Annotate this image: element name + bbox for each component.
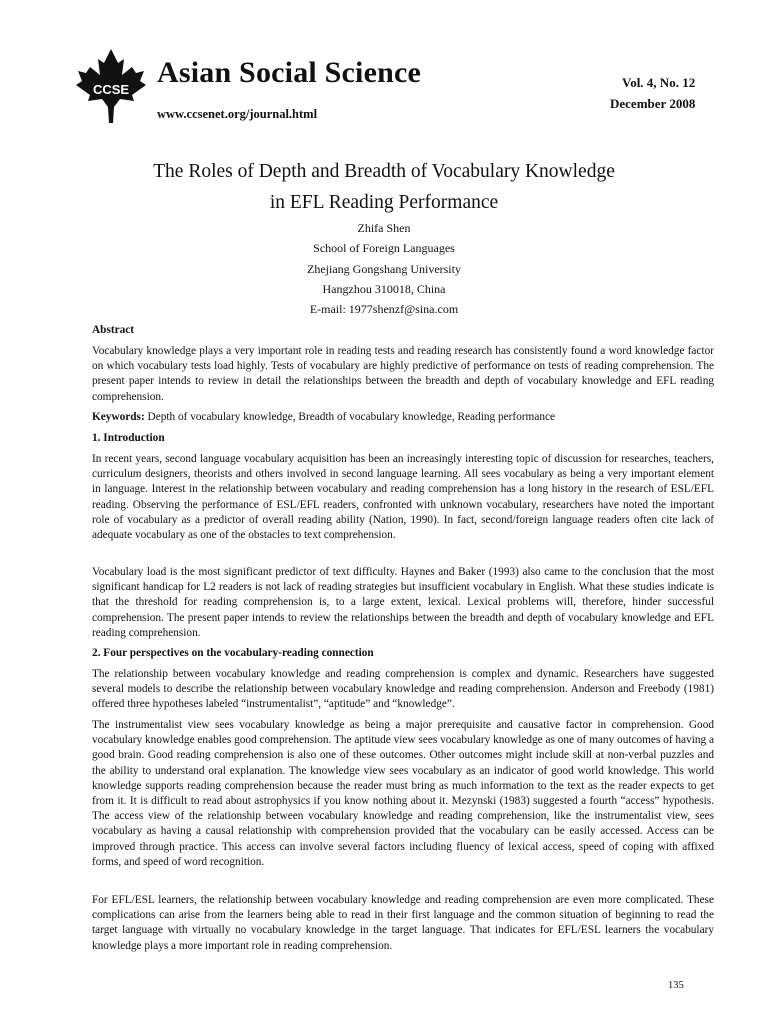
keywords xyxy=(92,410,714,425)
affiliation-address: Hangzhou 310018, China xyxy=(322,282,446,296)
section-1-paragraph-2: Vocabulary load is the most significant predictor of text difficulty. Haynes and Baker (1993) also came to the conclusion that the most significant handicap for L2 readers is not lack of reading strategies but insufficient vocabulary in English. What these studies indicate is that the threshold for reading comprehension is, to a large extent, lexical. Lexical problems will, therefore, hinder successful comprehension. The present paper intends to review the relationships between the breadth and depth of vocabulary knowledge and EFL reading comprehension. xyxy=(92,566,714,639)
journal-header xyxy=(0,0,768,140)
journal-title: Asian Social Science xyxy=(157,56,421,89)
page-number: 135 xyxy=(668,980,684,991)
volume-issue: Vol. 4, No. 12 xyxy=(622,75,696,90)
maple-leaf-logo-icon xyxy=(74,47,148,125)
author-name: Zhifa Shen xyxy=(357,221,411,235)
keywords-text: Depth of vocabulary knowledge, Breadth of vocabulary knowledge, Reading performance xyxy=(144,411,556,423)
affiliation-school: School of Foreign Languages xyxy=(313,241,455,255)
journal-url: www.ccsenet.org/journal.html xyxy=(157,107,318,121)
section-1-paragraph-1: In recent years, second language vocabulary acquisition has been an increasingly interesting topic of discussion for researches, teachers, curriculum designers, theorists and others involved in second language learning. All sees vocabulary as being a very important element in language. Interest in the relationship between vocabulary and reading comprehension has a long history in the research of ESL/EFL reading. Observing the performance of ESL/EFL readers, confronted with unknown vocabulary, researchers have noted the important role of vocabulary as a predictor of overall reading ability (Nation, 1990). In fact, second/foreign language readers often cite lack of adequate vocabulary as one of the obstacles to text comprehension. xyxy=(92,453,714,542)
section-2-heading: 2. Four perspectives on the vocabulary-reading connection xyxy=(92,647,374,659)
keywords-label: Keywords: xyxy=(92,411,145,423)
section-2-paragraph-1: The relationship between vocabulary knowledge and reading comprehension is complex and dynamic. Researchers have suggested several models to describe the relationship between vocabulary knowledge and reading comprehension. Anderson and Freebody (1981) offered three hypotheses labeled “instrumentalist”, “aptitude” and “knowledge”. xyxy=(92,668,714,711)
issue-date: December 2008 xyxy=(610,96,696,111)
paper-title-line-2: in EFL Reading Performance xyxy=(269,192,499,213)
author-email: E-mail: 1977shenzf@sina.com xyxy=(309,302,459,316)
abstract-heading: Abstract xyxy=(92,324,135,336)
affiliation-university: Zhejiang Gongshang University xyxy=(307,262,461,276)
logo-text: CCSE xyxy=(92,82,130,97)
section-2-paragraph-3: For EFL/ESL learners, the relationship between vocabulary knowledge and reading comprehension are even more complicated. These complications can arise from the learners being able to read in their first language and the common situation of beginning to read the target language with virtually no vocabulary knowledge in the target language. That indicates for EFL/ESL learners the vocabulary knowledge plays a more important role in reading comprehension. xyxy=(92,894,714,952)
paper-title-line-1: The Roles of Depth and Breadth of Vocabulary Knowledge xyxy=(153,161,615,182)
section-1-heading: 1. Introduction xyxy=(92,432,165,444)
section-2-paragraph-2: The instrumentalist view sees vocabulary knowledge as being a major prerequisite and causative factor in comprehension. Good vocabulary knowledge enables good comprehension. The aptitude view sees vocabulary knowledge as one of many outcomes of having a good brain. Good reading comprehension is also one of these outcomes. Other outcomes might include skill at non-verbal puzzles and the ability to understand oral explanation. The knowledge view sees vocabulary as an indicator of good world knowledge. This world knowledge supports reading comprehension because the reader must bring as much information to the text as the reader expects to get from it. It is difficult to read about astrophysics if you know nothing about it. Mezynski (1983) suggested a fourth “access” hypothesis. The access view of the relationship between vocabulary knowledge and reading comprehension, like the instrumentalist view, sees vocabulary as having a causal relationship with comprehension provided that the vocabulary can be easily accessed. Access can be improved through practice. This access can involve several factors including fluency of lexical access, speed of coping with affixed forms, and speed of word recognition. xyxy=(92,719,714,868)
abstract-text: Vocabulary knowledge plays a very important role in reading tests and reading research has consistently found a word knowledge factor on which vocabulary tests load highly. Tests of vocabulary are highly predictive of performance on tests of reading comprehension. The present paper intends to review in detail the relationships between the breadth and depth of vocabulary knowledge and EFL reading comprehension. xyxy=(92,345,714,403)
